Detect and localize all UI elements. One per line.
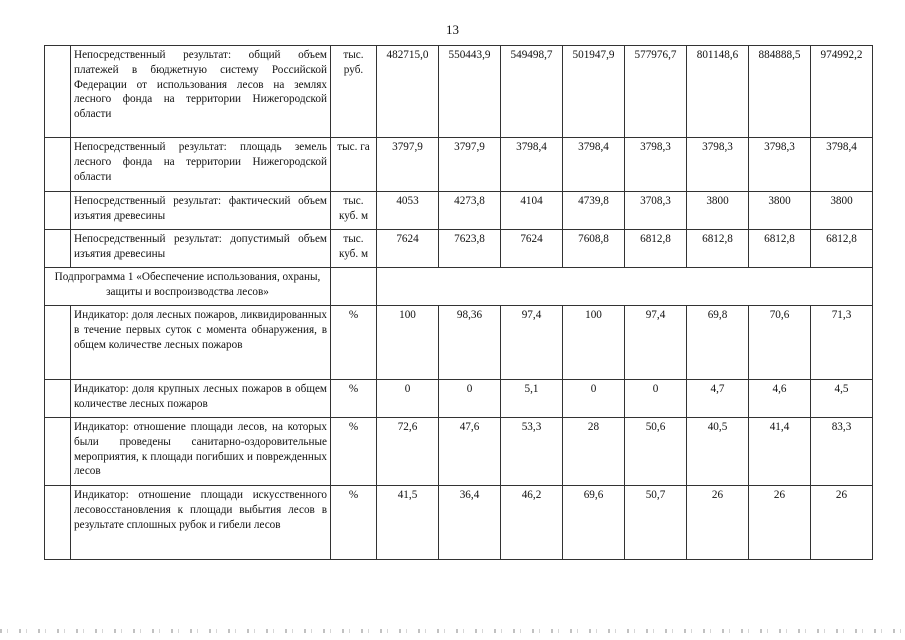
value-cell: 501947,9	[563, 46, 625, 138]
value-cell: 3798,4	[501, 138, 563, 192]
value-cell: 7608,8	[563, 230, 625, 268]
value-cell: 69,8	[687, 306, 749, 380]
row-unit: тыс. куб. м	[331, 230, 377, 268]
value-cell: 6812,8	[625, 230, 687, 268]
value-cell: 4,5	[811, 380, 873, 418]
scan-artifact-line	[0, 629, 905, 633]
row-number-cell	[45, 306, 71, 380]
row-unit: %	[331, 380, 377, 418]
value-cell: 884888,5	[749, 46, 811, 138]
value-cell: 6812,8	[749, 230, 811, 268]
table-row	[45, 418, 873, 486]
row-label: Непосредственный результат: площадь земель лесного фонда на территории Нижегородской области	[71, 138, 331, 192]
value-cell: 5,1	[501, 380, 563, 418]
value-cell: 50,7	[625, 486, 687, 560]
value-cell: 3798,3	[749, 138, 811, 192]
subprogram-title: Подпрограмма 1 «Обеспечение использования, охраны, защиты и воспроизводства лесов»	[45, 268, 331, 306]
value-cell: 577976,7	[625, 46, 687, 138]
value-cell: 3800	[687, 192, 749, 230]
value-cell: 4104	[501, 192, 563, 230]
value-cell: 46,2	[501, 486, 563, 560]
value-cell: 47,6	[439, 418, 501, 486]
value-cell: 549498,7	[501, 46, 563, 138]
value-cell: 26	[749, 486, 811, 560]
value-cell: 7624	[501, 230, 563, 268]
row-label: Индикатор: отношение площади лесов, на которых были проведены санитарно-оздоровительные мероприятия, к площади погибших и поврежденных лесов	[71, 418, 331, 486]
value-cell: 36,4	[439, 486, 501, 560]
value-cell: 3798,4	[811, 138, 873, 192]
table-row	[45, 306, 873, 380]
row-unit: %	[331, 486, 377, 560]
value-cell: 0	[563, 380, 625, 418]
value-cell: 3797,9	[377, 138, 439, 192]
value-cell: 53,3	[501, 418, 563, 486]
row-label: Непосредственный результат: общий объем платежей в бюджетную систему Российской Федерации от использования лесов на землях лесного фонда на территории Нижегородской области	[71, 46, 331, 138]
value-cell: 6812,8	[687, 230, 749, 268]
value-cell: 50,6	[625, 418, 687, 486]
value-cell: 100	[563, 306, 625, 380]
row-number-cell	[45, 46, 71, 138]
value-cell: 41,4	[749, 418, 811, 486]
value-cell: 0	[439, 380, 501, 418]
value-cell: 4,6	[749, 380, 811, 418]
value-cell: 28	[563, 418, 625, 486]
value-cell: 7624	[377, 230, 439, 268]
row-label: Непосредственный результат: фактический объем изъятия древесины	[71, 192, 331, 230]
value-cell: 6812,8	[811, 230, 873, 268]
value-cell: 7623,8	[439, 230, 501, 268]
value-cell: 3797,9	[439, 138, 501, 192]
value-cell: 974992,2	[811, 46, 873, 138]
value-cell: 4053	[377, 192, 439, 230]
row-label: Индикатор: отношение площади искусственного лесовосстановления к площади выбытия лесов в результате сплошных рубок и гибели лесов	[71, 486, 331, 560]
value-cell: 4,7	[687, 380, 749, 418]
subprogram-values-cell	[377, 268, 873, 306]
row-unit: тыс. га	[331, 138, 377, 192]
value-cell: 71,3	[811, 306, 873, 380]
value-cell: 41,5	[377, 486, 439, 560]
value-cell: 0	[625, 380, 687, 418]
value-cell: 97,4	[501, 306, 563, 380]
subprogram-row	[45, 268, 873, 306]
row-unit: тыс. руб.	[331, 46, 377, 138]
value-cell: 3800	[749, 192, 811, 230]
value-cell: 3798,4	[563, 138, 625, 192]
value-cell: 3798,3	[687, 138, 749, 192]
row-number-cell	[45, 192, 71, 230]
value-cell: 26	[687, 486, 749, 560]
value-cell: 3708,3	[625, 192, 687, 230]
value-cell: 3798,3	[625, 138, 687, 192]
row-number-cell	[45, 486, 71, 560]
row-label: Индикатор: доля лесных пожаров, ликвидированных в течение первых суток с момента обнаружения, в общем количестве лесных пожаров	[71, 306, 331, 380]
value-cell: 482715,0	[377, 46, 439, 138]
table-row	[45, 192, 873, 230]
value-cell: 4739,8	[563, 192, 625, 230]
value-cell: 97,4	[625, 306, 687, 380]
value-cell: 72,6	[377, 418, 439, 486]
value-cell: 4273,8	[439, 192, 501, 230]
row-label: Непосредственный результат: допустимый объем изъятия древесины	[71, 230, 331, 268]
row-number-cell	[45, 380, 71, 418]
row-unit: %	[331, 306, 377, 380]
value-cell: 0	[377, 380, 439, 418]
value-cell: 70,6	[749, 306, 811, 380]
row-label: Индикатор: доля крупных лесных пожаров в общем количестве лесных пожаров	[71, 380, 331, 418]
value-cell: 98,36	[439, 306, 501, 380]
row-unit: тыс. куб. м	[331, 192, 377, 230]
row-number-cell	[45, 418, 71, 486]
value-cell: 3800	[811, 192, 873, 230]
value-cell: 100	[377, 306, 439, 380]
indicators-table	[44, 45, 873, 560]
row-number-cell	[45, 138, 71, 192]
value-cell: 83,3	[811, 418, 873, 486]
table-row	[45, 486, 873, 560]
table-row	[45, 230, 873, 268]
value-cell: 26	[811, 486, 873, 560]
table-row	[45, 46, 873, 138]
value-cell: 550443,9	[439, 46, 501, 138]
page-number: 13	[446, 22, 459, 37]
value-cell: 40,5	[687, 418, 749, 486]
table-row	[45, 138, 873, 192]
value-cell: 69,6	[563, 486, 625, 560]
row-number-cell	[45, 230, 71, 268]
value-cell: 801148,6	[687, 46, 749, 138]
table-row	[45, 380, 873, 418]
row-unit: %	[331, 418, 377, 486]
subprogram-unit-cell	[331, 268, 377, 306]
